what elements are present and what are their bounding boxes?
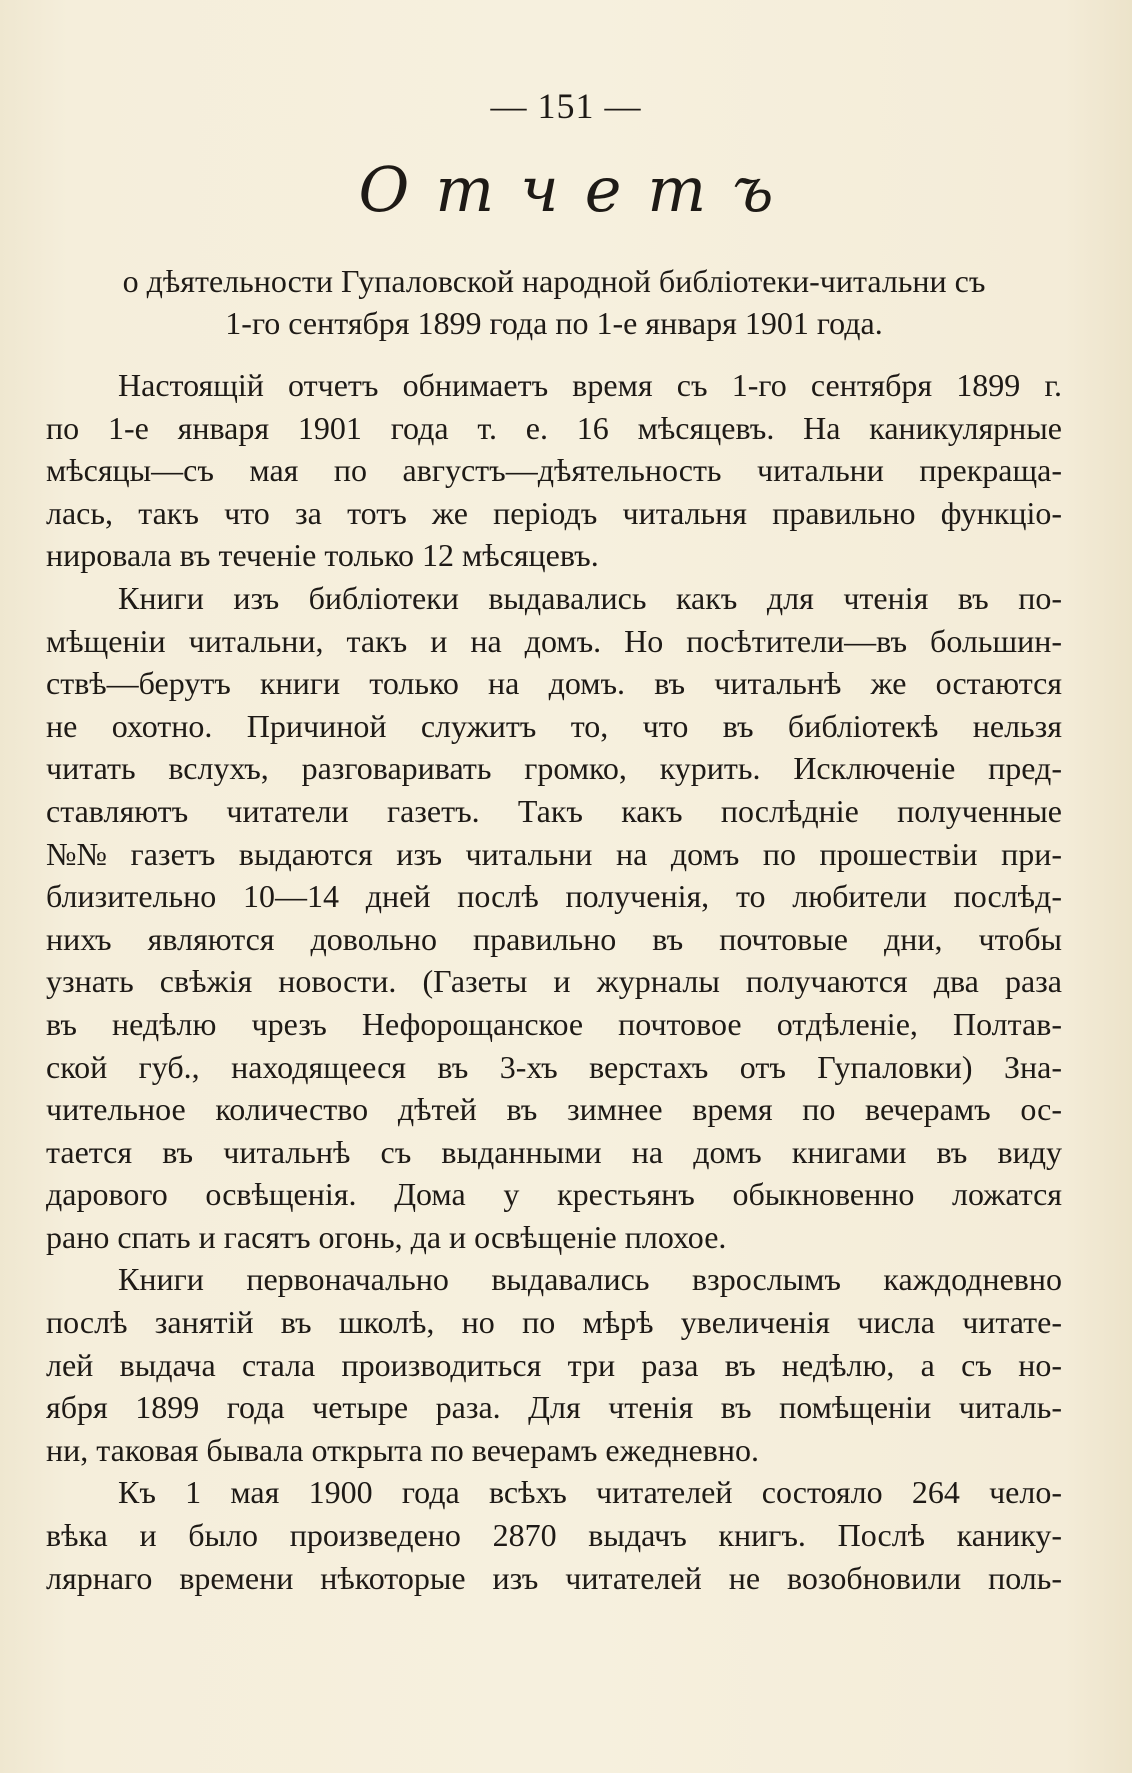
text-line: нировала въ теченіе только 12 мѣсяцевъ. bbox=[46, 537, 599, 574]
text-line: близительно 10—14 дней послѣ полученія, то любители послѣд- bbox=[46, 878, 1062, 915]
paragraph-3 bbox=[46, 1258, 1062, 1471]
text-line: лась, такъ что за тотъ же періодъ читальня правильно функціо- bbox=[46, 494, 1062, 531]
text-line: не охотно. Причиной служитъ то, что въ библіотекѣ нельзя bbox=[46, 707, 1062, 744]
page-number: — 151 — bbox=[490, 86, 642, 126]
subtitle-line: о дѣятельности Гупаловской народной библіотеки-читальни съ bbox=[122, 263, 986, 299]
text-line: мѣсяцы—съ мая по августъ—дѣятельность читальни прекраща- bbox=[46, 452, 1062, 489]
paragraph-2 bbox=[46, 577, 1062, 1259]
text-line: ставляютъ читатели газетъ. Такъ какъ послѣдніе полученные bbox=[46, 792, 1062, 829]
text-line: Книги первоначально выдавались взрослымъ каждодневно bbox=[118, 1261, 1062, 1298]
body-text bbox=[46, 364, 1062, 1599]
text-line: ни, таковая бывала открыта по вечерамъ ежедневно. bbox=[46, 1431, 759, 1468]
text-line: Настоящій отчетъ обнимаетъ время съ 1-го сентября 1899 г. bbox=[118, 367, 1062, 403]
page-title: Отчетъ bbox=[358, 153, 800, 226]
text-line: тается въ читальнѣ съ выданными на домъ книгами въ виду bbox=[46, 1133, 1062, 1170]
text-line: читать вслухъ, разговаривать громко, курить. Исключеніе пред- bbox=[46, 750, 1062, 787]
text-line: узнать свѣжія новости. (Газеты и журналы получаются два раза bbox=[46, 963, 1062, 1000]
text-line: вѣка и было произведено 2870 выдачъ книгъ. Послѣ канику- bbox=[46, 1517, 1062, 1554]
text-line: Книги изъ библіотеки выдавались какъ для чтенія въ по- bbox=[118, 579, 1062, 616]
text-line: мѣщеніи читальни, такъ и на домъ. Но посѣтители—въ большин- bbox=[46, 622, 1062, 659]
subtitle-line: 1-го сентября 1899 года по 1-е января 1901 года. bbox=[225, 305, 883, 341]
text-line: лярнаго времени нѣкоторые изъ читателей не возобновили поль- bbox=[46, 1559, 1062, 1596]
text-line: ября 1899 года четыре раза. Для чтенія въ помѣщеніи читаль- bbox=[46, 1389, 1062, 1426]
text-line: лей выдача стала производиться три раза въ недѣлю, а съ но- bbox=[46, 1346, 1062, 1383]
text-line: нихъ являются довольно правильно въ почтовые дни, чтобы bbox=[46, 920, 1062, 957]
text-line: ской губ., находящееся въ 3-хъ верстахъ отъ Гупаловки) Зна- bbox=[46, 1048, 1062, 1085]
paragraph-4 bbox=[46, 1471, 1062, 1599]
subtitle bbox=[46, 260, 1062, 344]
text-line: рано спать и гасятъ огонь, да и освѣщеніе плохое. bbox=[46, 1218, 727, 1255]
paragraph-1 bbox=[46, 364, 1062, 577]
text-line: ствѣ—берутъ книги только на домъ. въ читальнѣ же остаются bbox=[46, 665, 1062, 702]
text-line: дарового освѣщенія. Дома у крестьянъ обыкновенно ложатся bbox=[46, 1176, 1062, 1213]
text-line: №№ газетъ выдаются изъ читальни на домъ по прошествіи при- bbox=[46, 835, 1062, 872]
text-line: по 1-е января 1901 года т. е. 16 мѣсяцевъ. На каникулярные bbox=[46, 409, 1062, 446]
text-line: чительное количество дѣтей въ зимнее время по вечерамъ ос- bbox=[46, 1091, 1062, 1128]
text-line: послѣ занятій въ школѣ, но по мѣрѣ увеличенія числа читате- bbox=[46, 1304, 1062, 1341]
text-line: въ недѣлю чрезъ Нефорощанское почтовое отдѣленіе, Полтав- bbox=[46, 1005, 1062, 1042]
text-line: Къ 1 мая 1900 года всѣхъ читателей состояло 264 чело- bbox=[118, 1474, 1062, 1511]
